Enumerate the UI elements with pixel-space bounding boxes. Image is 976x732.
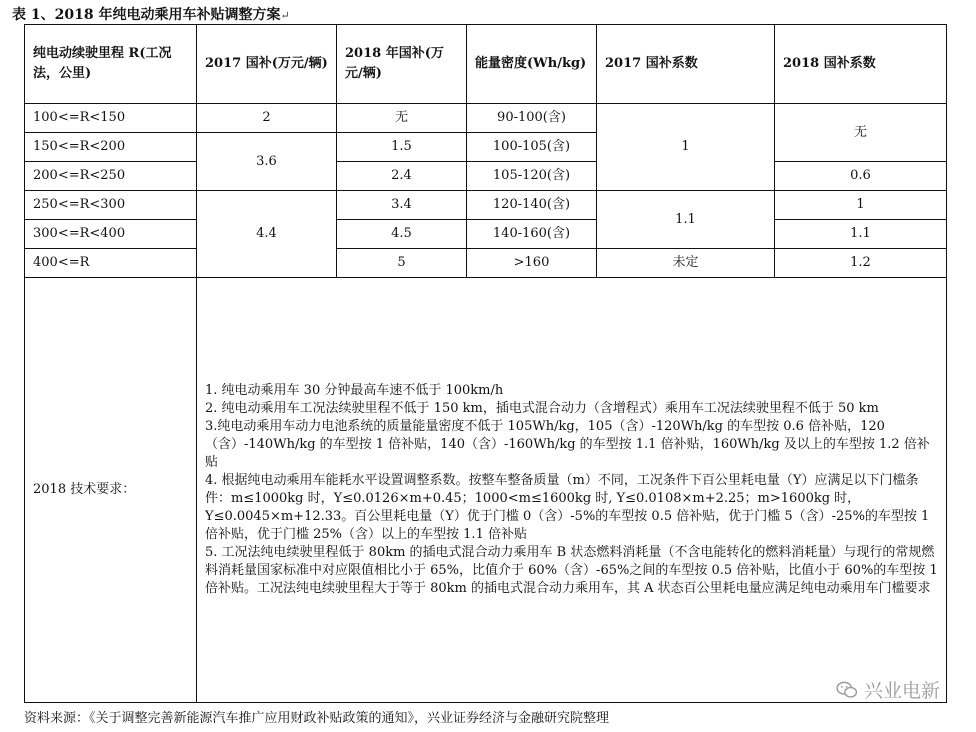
requirement-item: 4. 根据纯电动乘用车能耗水平设置调整系数。按整车整备质量（m）不同，工况条件下百公里耗电量（Y）应满足以下门槛条件：m≤1000kg 时，Y≤0.0126×m+0.45；1000<m≤1600kg 时, Y≤0.0108×m+2.25；m>1600kg 时，Y≤0.0045×m+12.33。百公里耗电量（Y）优于门槛 0（含）-5%的车型按 0.5 倍补贴，优于门槛 5（含）-25%的车型按 1 倍补贴，优于门槛 25%（含）以上的车型按 1.1 倍补贴	[205, 473, 930, 542]
tech-requirements	[197, 278, 947, 703]
tech-label: 2018 技术要求：	[25, 278, 197, 703]
sub2017-cell: 4.4	[197, 191, 337, 278]
range-cell: 200<=R<250	[25, 162, 197, 191]
sub2018-cell: 3.4	[337, 191, 467, 220]
watermark	[836, 676, 940, 703]
coef2017-cell: 1	[597, 104, 775, 191]
requirement-item: 5. 工况法纯电续驶里程低于 80km 的插电式混合动力乘用车 B 状态燃料消耗量（不含电能转化的燃料消耗量）与现行的常规燃料消耗量国家标准中对应限值相比小于 65%，比值介于 60%（含）-65%之间的车型按 0.5 倍补贴，比值小于 60%的车型按 1 倍补贴。工况法纯电续驶里程大于等于 80km 的插电式混合动力乘用车，其 A 状态百公里耗电量应满足纯电动乘用车门槛要求	[205, 545, 938, 596]
requirement-item: 2. 纯电动乘用车工况法续驶里程不低于 150 km，插电式混合动力（含增程式）乘用车工况法续驶里程不低于 50 km	[205, 401, 879, 416]
range-cell: 150<=R<200	[25, 133, 197, 162]
density-cell: 120-140(含)	[467, 191, 597, 220]
header-coef2017: 2017 国补系数	[597, 25, 775, 104]
table-row	[25, 249, 947, 278]
density-cell: >160	[467, 249, 597, 278]
header-row	[25, 25, 947, 104]
density-cell: 100-105(含)	[467, 133, 597, 162]
table-row	[25, 104, 947, 133]
range-cell: 100<=R<150	[25, 104, 197, 133]
coef2017-cell: 未定	[597, 249, 775, 278]
sub2017-cell: 3.6	[197, 133, 337, 191]
tech-requirements-row	[25, 278, 947, 703]
range-cell: 250<=R<300	[25, 191, 197, 220]
watermark-text: 兴业电新	[863, 680, 940, 702]
sub2018-cell: 4.5	[337, 220, 467, 249]
density-cell: 90-100(含)	[467, 104, 597, 133]
caption-text: 表 1、2018 年纯电动乘用车补贴调整方案	[12, 7, 281, 23]
header-sub2018: 2018 年国补(万元/辆)	[337, 25, 467, 104]
table-row	[25, 220, 947, 249]
coef2018-cell: 1	[775, 191, 947, 220]
sub2017-cell: 2	[197, 104, 337, 133]
range-cell: 300<=R<400	[25, 220, 197, 249]
header-density: 能量密度(Wh/kg)	[467, 25, 597, 104]
table-row	[25, 162, 947, 191]
density-cell: 140-160(含)	[467, 220, 597, 249]
coef2018-cell: 无	[775, 104, 947, 162]
coef2018-cell: 1.1	[775, 220, 947, 249]
coef2018-cell: 1.2	[775, 249, 947, 278]
header-sub2017: 2017 国补(万元/辆)	[197, 25, 337, 104]
density-cell: 105-120(含)	[467, 162, 597, 191]
sub2018-cell: 2.4	[337, 162, 467, 191]
coef2018-cell: 0.6	[775, 162, 947, 191]
table-caption	[12, 4, 290, 24]
subsidy-table	[24, 24, 947, 703]
requirement-item: 1. 纯电动乘用车 30 分钟最高车速不低于 100km/h	[205, 383, 504, 398]
range-cell: 400<=R	[25, 249, 197, 278]
header-coef2018: 2018 国补系数	[775, 25, 947, 104]
sub2018-cell: 5	[337, 249, 467, 278]
table-row	[25, 191, 947, 220]
header-range: 纯电动续驶里程 R(工况法，公里)	[25, 25, 197, 104]
requirement-item: 3.纯电动乘用车动力电池系统的质量能量密度不低于 105Wh/kg，105（含）-120Wh/kg 的车型按 0.6 倍补贴，120（含）-140Wh/kg 的车型按 1 倍补贴，140（含）-160Wh/kg 的车型按 1.1 倍补贴，160Wh/kg 及以上的车型按 1.2 倍补贴	[205, 419, 930, 470]
sub2018-cell: 无	[337, 104, 467, 133]
coef2017-cell: 1.1	[597, 191, 775, 249]
source-note: 资料来源：《关于调整完善新能源汽车推广应用财政补贴政策的通知》，兴业证券经济与金融研究院整理	[24, 711, 610, 726]
paragraph-mark: ↵	[280, 9, 290, 22]
wechat-icon	[836, 681, 858, 699]
sub2018-cell: 1.5	[337, 133, 467, 162]
